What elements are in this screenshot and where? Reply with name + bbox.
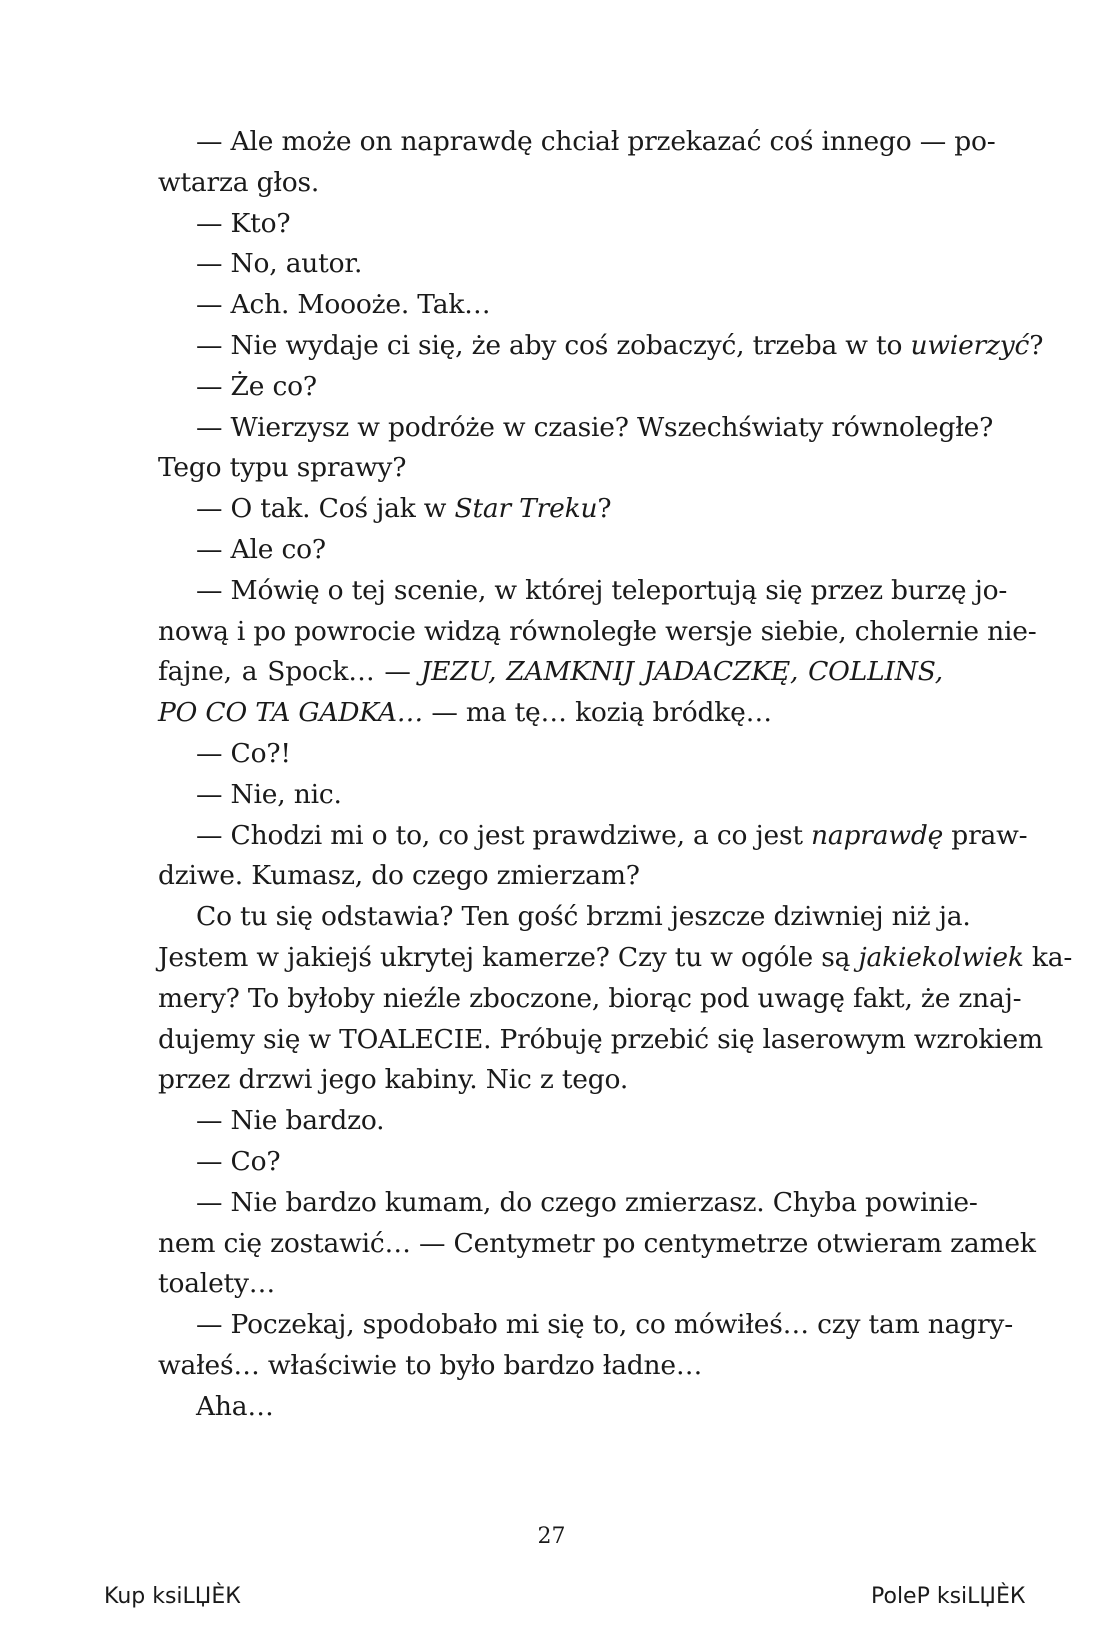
text-line: nową i po powrocie widzą równoległe wersje siebie, cholernie nie- [158,615,1037,647]
page-text [158,122,1073,1428]
text-line: — Mówię o tej scenie, w której teleportują się przez burzę jo- [196,574,1008,606]
text-line: — O tak. Coś jak w Star Treku? [196,493,612,525]
text-line: — Nie bardzo. [196,1105,385,1137]
text-line: — Nie bardzo kumam, do czego zmierzasz. Chyba powinie- [196,1186,978,1218]
text-line: fajne, a Spock… — JEZU, ZAMKNIJ JADACZKĘ, COLLINS, [158,656,943,688]
footer-recommend-book-link[interactable]: PoleP ksiLЏЀК [871,1584,1026,1609]
text-line: — Co?! [196,737,291,769]
text-line: — Ale może on naprawdę chciał przekazać coś innego — po- [196,126,996,157]
text-line: — Ach. Moooże. Tak… [196,289,491,321]
text-line: PO CO TA GADKA… — ma tę… kozią bródkę… [158,697,772,729]
text-line: nem cię zostawić… — Centymetr po centymetrze otwieram zamek [158,1227,1036,1259]
text-line: — Chodzi mi o to, co jest prawdziwe, a co jest naprawdę praw- [196,819,1028,851]
text-line: dziwe. Kumasz, do czego zmierzam? [158,860,640,892]
text-line: Aha… [196,1390,274,1422]
text-line: — Poczekaj, spodobało mi się to, co mówiłeś… czy tam nagry- [196,1309,1013,1341]
text-line: toalety… [158,1268,276,1300]
text-line: — Co? [196,1145,281,1177]
text-line: — Wierzysz w podróże w czasie? Wszechświaty równoległe? [196,411,994,443]
text-line: — Nie, nic. [196,778,342,810]
text-line: — Ale co? [196,533,326,565]
page-number: 27 [537,1524,566,1549]
text-line: — Że co? [196,370,317,402]
text-line: — Nie wydaje ci się, że aby coś zobaczyć, trzeba w to uwierzyć? [196,329,1044,361]
text-line: — Kto? [196,207,291,239]
text-line: przez drzwi jego kabiny. Nic z tego. [158,1064,629,1096]
text-line: — No, autor. [196,248,363,280]
text-line: wtarza głos. [158,166,320,198]
text-line: Jestem w jakiejś ukrytej kamerze? Czy tu w ogóle są jakiekolwiek ka- [158,941,1073,973]
text-line: dujemy się w TOALECIE. Próbuję przebić się laserowym wzrokiem [158,1023,1043,1055]
text-line: Tego typu sprawy? [158,452,407,484]
text-line: wałeś… właściwie to było bardzo ładne… [158,1349,703,1381]
text-line: Co tu się odstawia? Ten gość brzmi jeszcze dziwniej niż ja. [196,901,971,933]
text-line: mery? To byłoby nieźle zboczone, biorąc pod uwagę fakt, że znaj- [158,982,1022,1014]
footer-buy-book-link[interactable]: Kup ksiLЏЀК [104,1584,241,1609]
